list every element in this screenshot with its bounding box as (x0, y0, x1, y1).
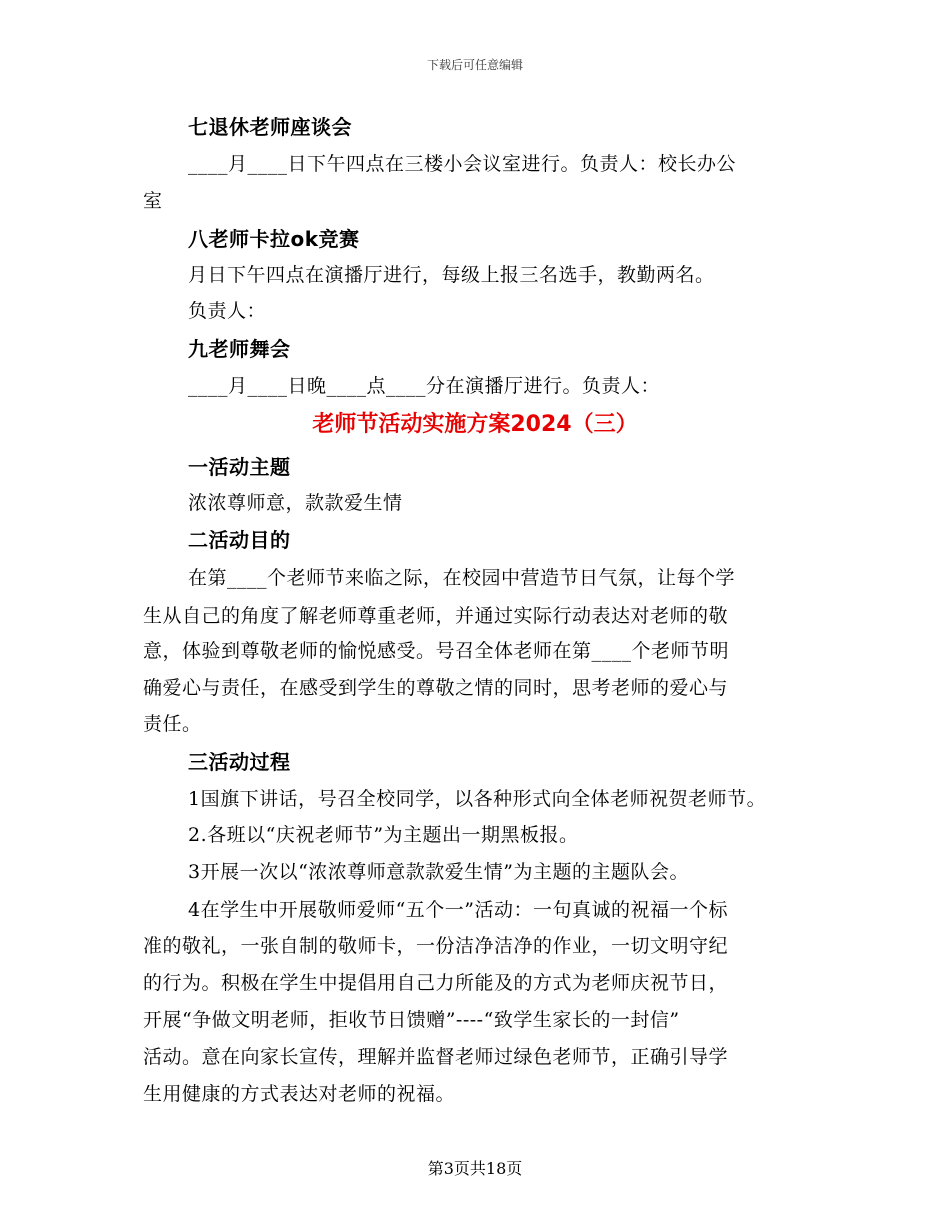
paragraph-line: ____月____日晚____点____分在演播厅进行。负责人： (188, 375, 661, 397)
paragraph-line: ____月____日下午四点在三楼小会议室进行。负责人：校长办公 (188, 153, 737, 175)
section-heading-purpose: 二活动目的 (188, 528, 291, 552)
page-footer: 第3页共18页 (427, 1159, 523, 1178)
section-heading-theme: 一活动主题 (188, 455, 291, 479)
paragraph-line: 在第____个老师节来临之际，在校园中营造节日气氛，让每个学 (188, 567, 736, 589)
paragraph-line: 生用健康的方式表达对老师的祝福。 (143, 1083, 456, 1105)
paragraph-line: 生从自己的角度了解老师尊重老师，并通过实际行动表达对老师的敬 (143, 605, 729, 627)
paragraph-line: 确爱心与责任，在感受到学生的尊敬之情的同时，思考老师的爱心与 (143, 677, 729, 699)
section-heading-retired-teachers: 七退休老师座谈会 (188, 115, 352, 139)
paragraph-line: 2.各班以“庆祝老师节”为主题出一期黑板报。 (188, 824, 579, 846)
paragraph-line: 4在学生中开展敬师爱师“五个一”活动：一句真诚的祝福一个标 (188, 899, 729, 921)
paragraph-line: 月日下午四点在演播厅进行，每级上报三名选手，教勤两名。 (188, 264, 715, 286)
paragraph-line: 3开展一次以“浓浓尊师意款款爱生情”为主题的主题队会。 (188, 861, 690, 883)
paragraph-line: 浓浓尊师意，款款爱生情 (188, 492, 403, 514)
paragraph-line: 活动。意在向家长宣传，理解并监督老师过绿色老师节，正确引导学 (143, 1046, 729, 1068)
paragraph-line: 负责人： (188, 300, 267, 322)
document-title: 老师节活动实施方案2024（三） (312, 412, 638, 437)
paragraph-line: 开展“争做文明老师，拒收节日馈赠”----“致学生家长的一封信” (143, 1009, 680, 1031)
paragraph-line: 准的敬礼，一张自制的敬师卡，一份洁净洁净的作业，一切文明守纪 (143, 935, 729, 957)
section-heading-process: 三活动过程 (188, 750, 291, 774)
paragraph-line: 室 (143, 190, 163, 212)
paragraph-line: 意，体验到尊敬老师的愉悦感受。号召全体老师在第____个老师节明 (143, 640, 730, 662)
page-header: 下载后可任意编辑 (426, 58, 523, 72)
paragraph-line: 1国旗下讲话，号召全校同学，以各种形式向全体老师祝贺老师节。 (188, 788, 767, 810)
section-heading-karaoke: 八老师卡拉ok竞赛 (188, 227, 360, 251)
paragraph-line: 的行为。积极在学生中提倡用自己力所能及的方式为老师庆祝节日， (143, 972, 729, 994)
paragraph-line: 责任。 (143, 713, 202, 735)
section-heading-dance: 九老师舞会 (188, 337, 291, 361)
